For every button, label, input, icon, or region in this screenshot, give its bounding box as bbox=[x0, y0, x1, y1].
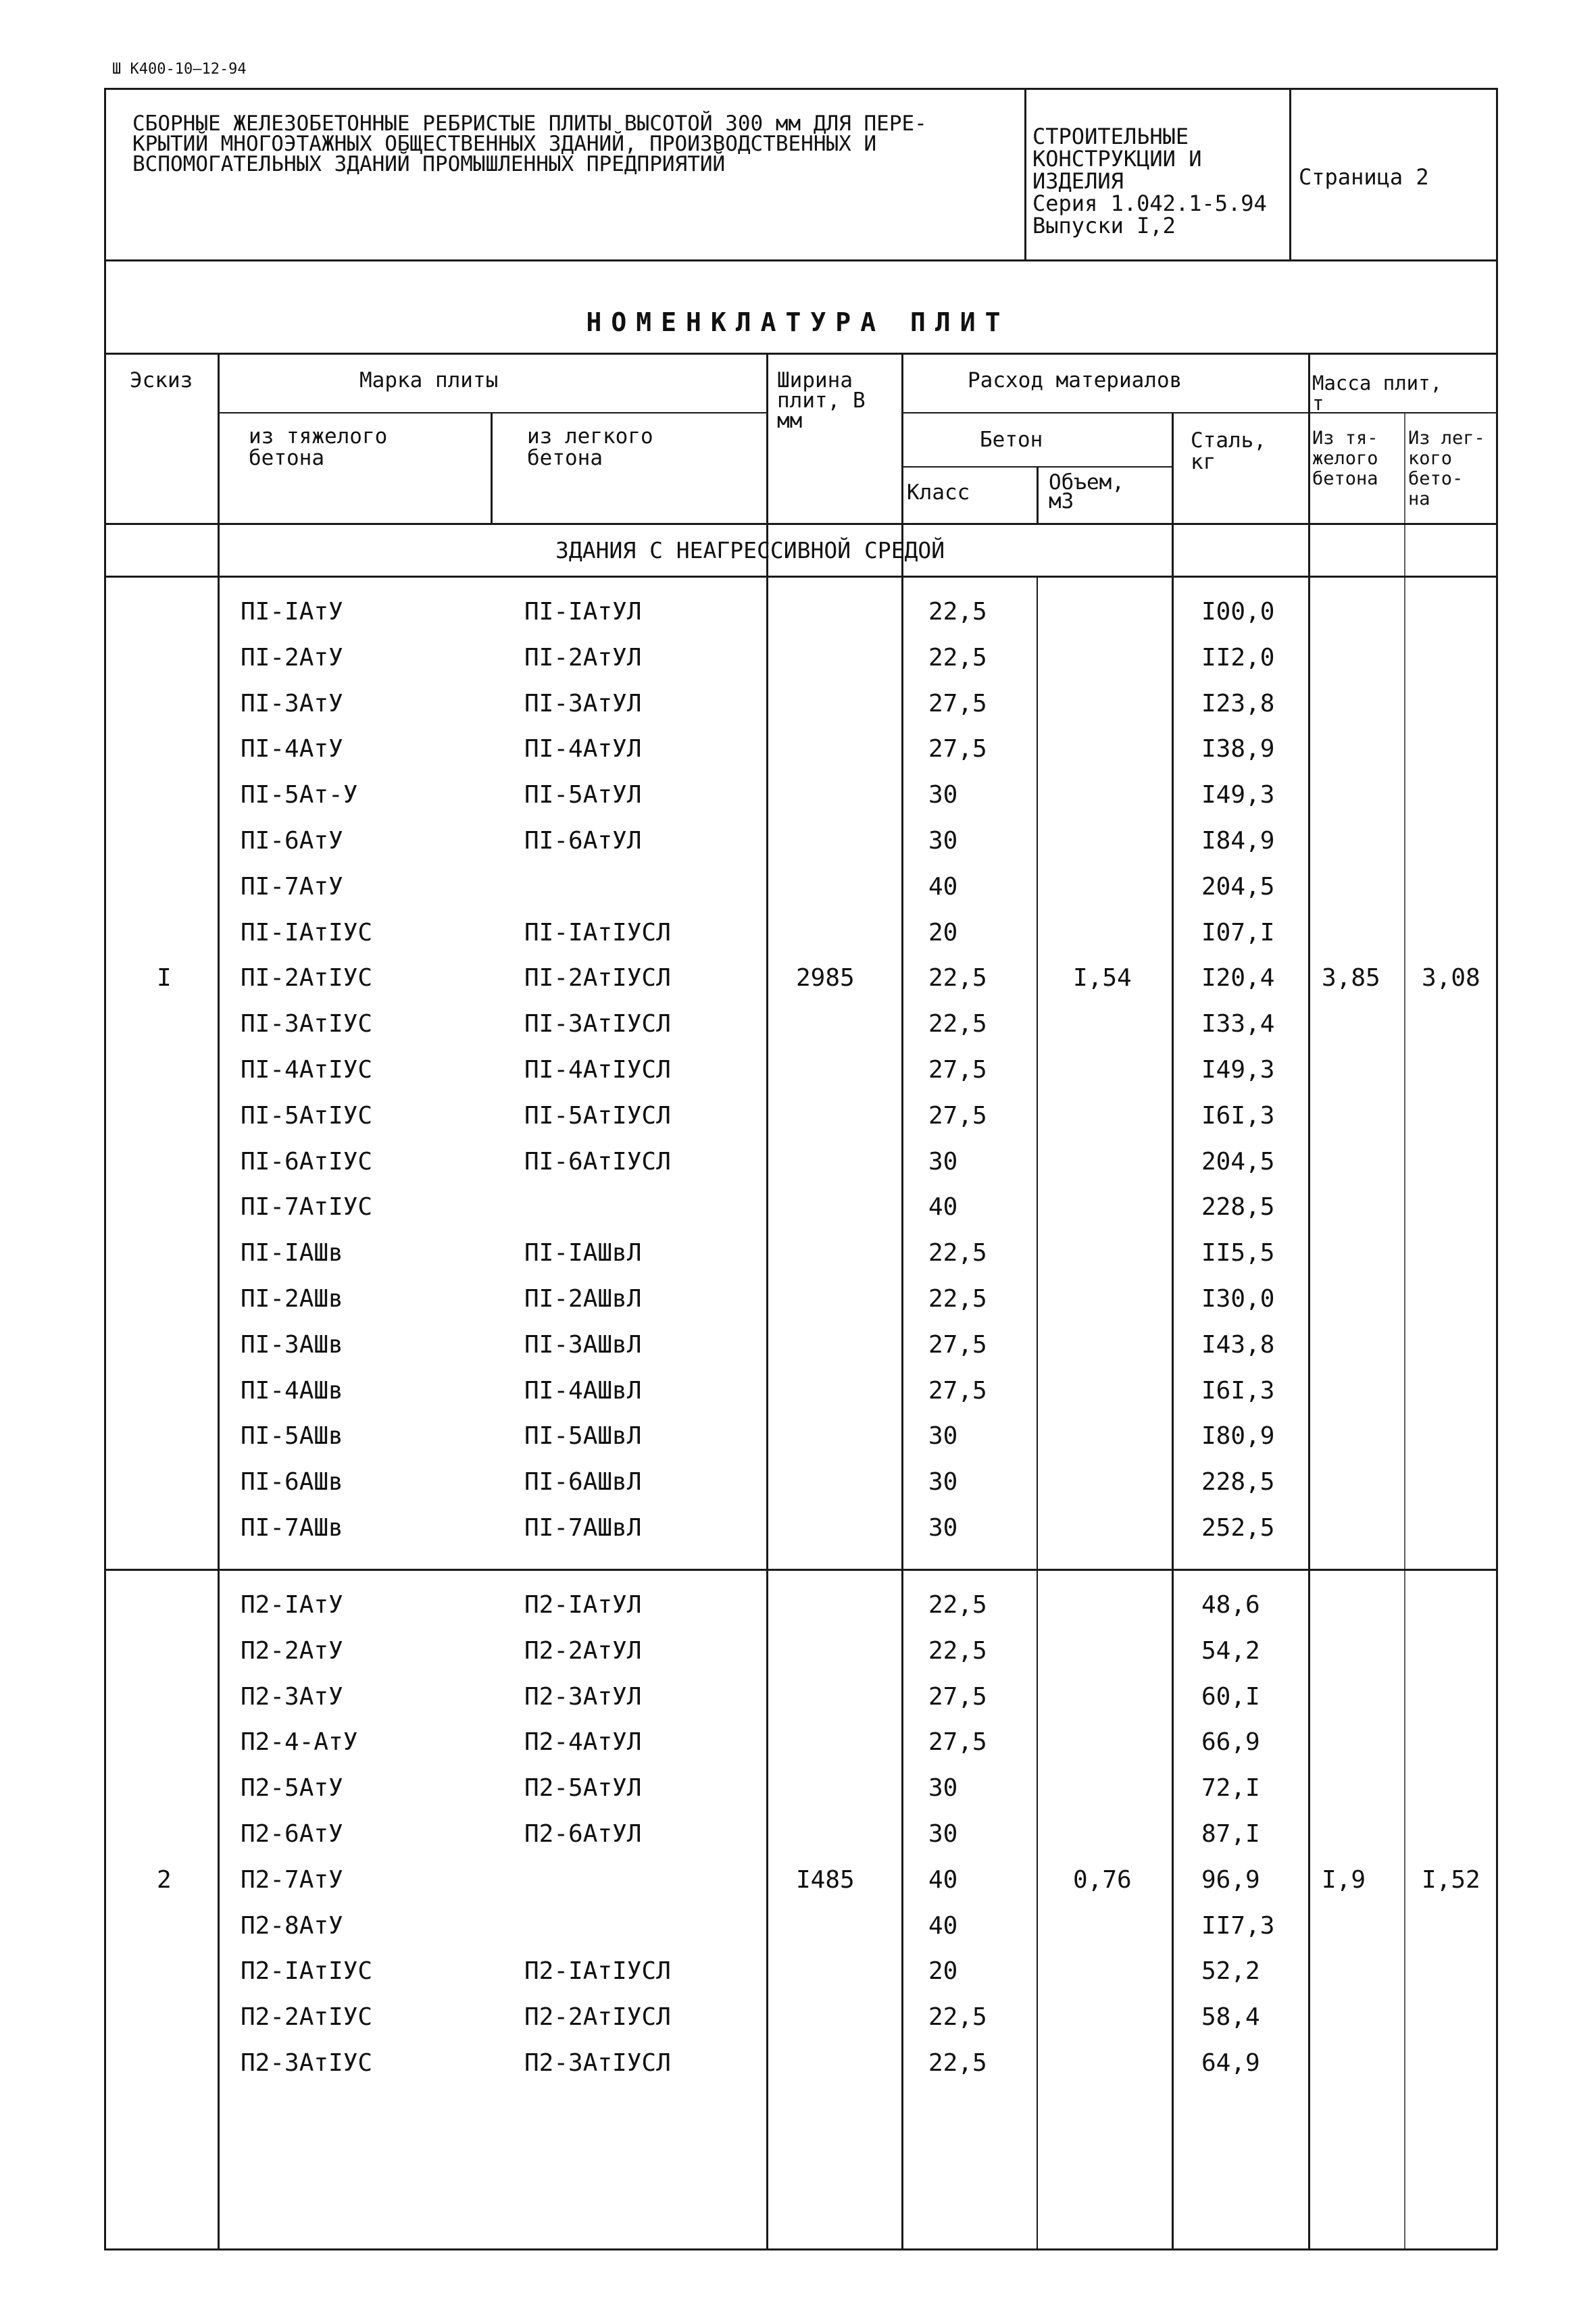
concrete-class-cell: 22,5 bbox=[928, 598, 987, 626]
hdr-mass: Масса плит, т bbox=[1312, 372, 1443, 415]
mark-heavy-cell: П2-6АтУ bbox=[241, 1820, 343, 1848]
mark-light-cell: ПI-2АтУЛ bbox=[524, 644, 642, 672]
mark-light-cell: ПI-4АШвЛ bbox=[524, 1377, 642, 1405]
steel-cell: I00,0 bbox=[1201, 598, 1275, 626]
mass-light-cell: 3,08 bbox=[1422, 964, 1480, 992]
hdr-steel: Сталь, кг bbox=[1191, 428, 1266, 474]
steel-cell: 72,I bbox=[1201, 1774, 1260, 1802]
concrete-class-cell: 30 bbox=[928, 1820, 958, 1848]
mark-heavy-cell: П2-3АтУ bbox=[241, 1683, 343, 1711]
concrete-class-cell: 40 bbox=[928, 1866, 958, 1894]
concrete-class-cell: 40 bbox=[928, 1912, 958, 1940]
steel-cell: I80,9 bbox=[1201, 1422, 1275, 1450]
mark-heavy-cell: ПI-4АШв bbox=[241, 1377, 343, 1405]
concrete-class-cell: 30 bbox=[928, 1422, 958, 1450]
mark-light-cell: П2-6АтУЛ bbox=[524, 1820, 642, 1848]
hdr-concrete-volume: Объем, м3 bbox=[1049, 470, 1124, 513]
steel-cell: I6I,3 bbox=[1201, 1102, 1275, 1130]
mark-heavy-cell: ПI-7АтIУС bbox=[241, 1193, 373, 1221]
page-number: Страница 2 bbox=[1299, 164, 1429, 190]
steel-cell: II7,3 bbox=[1201, 1912, 1275, 1940]
mark-light-cell: ПI-3АтУЛ bbox=[524, 690, 642, 718]
steel-cell: I49,3 bbox=[1201, 781, 1275, 809]
steel-cell: I38,9 bbox=[1201, 735, 1275, 763]
mark-light-cell: П2-2АтУЛ bbox=[524, 1637, 642, 1665]
mark-heavy-cell: ПI-2АтУ bbox=[241, 644, 343, 672]
hdr-line-materials bbox=[901, 412, 1308, 413]
mark-heavy-cell: ПI-3АШв bbox=[241, 1331, 343, 1359]
concrete-class-cell: 22,5 bbox=[928, 2003, 987, 2031]
steel-cell: 66,9 bbox=[1201, 1728, 1260, 1756]
concrete-class-cell: 20 bbox=[928, 1957, 958, 1985]
steel-cell: 228,5 bbox=[1201, 1468, 1275, 1496]
concrete-class-cell: 27,5 bbox=[928, 1331, 987, 1359]
steel-cell: I6I,3 bbox=[1201, 1377, 1275, 1405]
concrete-class-cell: 30 bbox=[928, 1148, 958, 1176]
mark-light-cell: ПI-5АШвЛ bbox=[524, 1422, 642, 1450]
mark-heavy-cell: П2-2АтУ bbox=[241, 1637, 343, 1665]
steel-cell: 60,I bbox=[1201, 1683, 1260, 1711]
stamp-bottom-border bbox=[104, 259, 1497, 261]
mark-heavy-cell: ПI-IАтУ bbox=[241, 598, 343, 626]
steel-cell: 204,5 bbox=[1201, 873, 1275, 901]
hdr-mark-heavy: из тяжелого бетона bbox=[249, 424, 388, 470]
mark-heavy-cell: ПI-3АтIУС bbox=[241, 1010, 373, 1038]
mark-heavy-cell: ПI-6АтIУС bbox=[241, 1148, 373, 1176]
col-line-7 bbox=[1308, 353, 1310, 2248]
mark-heavy-cell: ПI-2АтIУС bbox=[241, 964, 373, 992]
concrete-class-cell: 27,5 bbox=[928, 735, 987, 763]
col-line-4 bbox=[901, 353, 903, 2248]
hdr-mark-light: из легкого бетона bbox=[527, 424, 653, 470]
concrete-class-cell: 20 bbox=[928, 919, 958, 947]
width-cell: 2985 bbox=[796, 964, 855, 992]
steel-cell: 54,2 bbox=[1201, 1637, 1260, 1665]
sketch-cell: I bbox=[157, 964, 172, 992]
col-line-5 bbox=[1037, 466, 1039, 524]
col-line-5b bbox=[1037, 577, 1038, 2248]
concrete-class-cell: 30 bbox=[928, 1514, 958, 1542]
table-title: НОМЕНКЛАТУРА ПЛИТ bbox=[586, 307, 1010, 337]
mark-heavy-cell: ПI-3АтУ bbox=[241, 690, 343, 718]
steel-cell: I33,4 bbox=[1201, 1010, 1275, 1038]
concrete-class-cell: 22,5 bbox=[928, 1285, 987, 1313]
mark-light-cell: П2-3АтIУСЛ bbox=[524, 2049, 671, 2077]
steel-cell: 64,9 bbox=[1201, 2049, 1260, 2077]
mark-light-cell: ПI-5АтIУСЛ bbox=[524, 1102, 671, 1130]
document-title: СБОРНЫЕ ЖЕЛЕЗОБЕТОННЫЕ РЕБРИСТЫЕ ПЛИТЫ ВЫСОТОЙ 300 мм ДЛЯ ПЕРЕ- КРЫТИЙ МНОГОЭТАЖНЫХ ОБЩЕСТВЕННЫХ ЗДАНИЙ, ПРОИЗВОДСТВЕННЫХ И ВСПОМОГАТЕЛЬНЫХ ЗДАНИЙ ПРОМЫШЛЕННЫХ ПРЕДПРИЯТИЙ bbox=[132, 111, 927, 176]
hdr-concrete-class: Класс bbox=[907, 480, 970, 505]
mark-heavy-cell: П2-IАтУ bbox=[241, 1591, 343, 1619]
mark-light-cell: ПI-3АШвЛ bbox=[524, 1331, 642, 1359]
hdr-materials: Расход материалов bbox=[968, 368, 1182, 393]
col-line-1 bbox=[218, 353, 220, 2248]
mark-light-cell: ПI-4АтIУСЛ bbox=[524, 1056, 671, 1084]
steel-cell: I20,4 bbox=[1201, 964, 1275, 992]
steel-cell: 204,5 bbox=[1201, 1148, 1275, 1176]
mark-light-cell: ПI-4АтУЛ bbox=[524, 735, 642, 763]
mass-light-cell: I,52 bbox=[1422, 1866, 1480, 1894]
frame-left-border bbox=[104, 88, 106, 2250]
mark-light-cell: ПI-6АШвЛ bbox=[524, 1468, 642, 1496]
steel-cell: 252,5 bbox=[1201, 1514, 1275, 1542]
hdr-sketch: Эскиз bbox=[130, 368, 193, 393]
hdr-mass-light: Из лег- кого бето- на bbox=[1408, 428, 1485, 509]
mark-heavy-cell: ПI-5Ат-У bbox=[241, 781, 358, 809]
concrete-class-cell: 22,5 bbox=[928, 1591, 987, 1619]
concrete-class-cell: 30 bbox=[928, 1774, 958, 1802]
col-line-8 bbox=[1404, 412, 1405, 2248]
col-line-3 bbox=[766, 353, 768, 2248]
section-bottom-border bbox=[104, 576, 1497, 578]
mark-light-cell: ПI-2АШвЛ bbox=[524, 1285, 642, 1313]
steel-cell: 228,5 bbox=[1201, 1193, 1275, 1221]
concrete-class-cell: 22,5 bbox=[928, 1637, 987, 1665]
steel-cell: 52,2 bbox=[1201, 1957, 1260, 1985]
mark-heavy-cell: ПI-IАШв bbox=[241, 1239, 343, 1267]
steel-cell: 96,9 bbox=[1201, 1866, 1260, 1894]
section-title: ЗДАНИЯ С НЕАГРЕССИВНОЙ СРЕДОЙ bbox=[555, 537, 945, 563]
mark-light-cell: ПI-IАтIУСЛ bbox=[524, 919, 671, 947]
steel-cell: I84,9 bbox=[1201, 827, 1275, 855]
concrete-class-cell: 40 bbox=[928, 1193, 958, 1221]
mark-light-cell: ПI-6АтIУСЛ bbox=[524, 1148, 671, 1176]
mark-heavy-cell: ПI-2АШв bbox=[241, 1285, 343, 1313]
concrete-class-cell: 30 bbox=[928, 1468, 958, 1496]
mark-light-cell: П2-4АтУЛ bbox=[524, 1728, 642, 1756]
mark-light-cell: П2-IАтIУСЛ bbox=[524, 1957, 671, 1985]
concrete-volume-cell: I,54 bbox=[1073, 964, 1132, 992]
mark-heavy-cell: ПI-7АтУ bbox=[241, 873, 343, 901]
steel-cell: 58,4 bbox=[1201, 2003, 1260, 2031]
concrete-class-cell: 22,5 bbox=[928, 2049, 987, 2077]
hdr-concrete: Бетон bbox=[980, 428, 1043, 452]
hdr-width: Ширина плит, В мм bbox=[777, 368, 866, 433]
concrete-class-cell: 22,5 bbox=[928, 1239, 987, 1267]
stamp-top-border bbox=[104, 88, 1497, 90]
stamp-divider-1 bbox=[1024, 88, 1026, 261]
mark-light-cell: П2-3АтУЛ bbox=[524, 1683, 642, 1711]
concrete-class-cell: 27,5 bbox=[928, 1683, 987, 1711]
width-cell: I485 bbox=[796, 1866, 855, 1894]
mark-heavy-cell: ПI-5АШв bbox=[241, 1422, 343, 1450]
concrete-class-cell: 27,5 bbox=[928, 1728, 987, 1756]
mark-heavy-cell: ПI-IАтIУС bbox=[241, 919, 373, 947]
steel-cell: 87,I bbox=[1201, 1820, 1260, 1848]
concrete-class-cell: 22,5 bbox=[928, 644, 987, 672]
concrete-class-cell: 27,5 bbox=[928, 1102, 987, 1130]
concrete-class-cell: 27,5 bbox=[928, 1056, 987, 1084]
header-top-border bbox=[104, 353, 1497, 355]
mass-heavy-cell: I,9 bbox=[1322, 1866, 1366, 1894]
concrete-class-cell: 22,5 bbox=[928, 1010, 987, 1038]
mark-light-cell: П2-2АтIУСЛ bbox=[524, 2003, 671, 2031]
frame-right-border bbox=[1496, 88, 1498, 2250]
mark-heavy-cell: П2-8АтУ bbox=[241, 1912, 343, 1940]
hdr-mass-heavy: Из тя- желого бетона bbox=[1312, 428, 1378, 489]
mark-heavy-cell: ПI-7АШв bbox=[241, 1514, 343, 1542]
mark-light-cell: ПI-2АтIУСЛ bbox=[524, 964, 671, 992]
mark-heavy-cell: ПI-4АтУ bbox=[241, 735, 343, 763]
steel-cell: II2,0 bbox=[1201, 644, 1275, 672]
steel-cell: II5,5 bbox=[1201, 1239, 1275, 1267]
steel-cell: I07,I bbox=[1201, 919, 1275, 947]
concrete-class-cell: 30 bbox=[928, 781, 958, 809]
steel-cell: I30,0 bbox=[1201, 1285, 1275, 1313]
mark-heavy-cell: П2-3АтIУС bbox=[241, 2049, 373, 2077]
hdr-mark: Марка плиты bbox=[359, 368, 499, 393]
mark-light-cell: ПI-IАтУЛ bbox=[524, 598, 642, 626]
sketch-cell: 2 bbox=[157, 1866, 172, 1894]
concrete-class-cell: 40 bbox=[928, 873, 958, 901]
mark-light-cell: ПI-5АтУЛ bbox=[524, 781, 642, 809]
steel-cell: 48,6 bbox=[1201, 1591, 1260, 1619]
mark-heavy-cell: ПI-5АтIУС bbox=[241, 1102, 373, 1130]
mark-light-cell: ПI-IАШвЛ bbox=[524, 1239, 642, 1267]
mass-heavy-cell: 3,85 bbox=[1322, 964, 1380, 992]
table-bottom-border bbox=[104, 2248, 1497, 2250]
mark-light-cell: П2-5АтУЛ bbox=[524, 1774, 642, 1802]
header-bottom-border bbox=[104, 523, 1497, 525]
series-info: СТРОИТЕЛЬНЫЕ КОНСТРУКЦИИ И ИЗДЕЛИЯ Серия 1.042.1-5.94 Выпуски I,2 bbox=[1032, 124, 1267, 238]
mark-light-cell: ПI-7АШвЛ bbox=[524, 1514, 642, 1542]
document-code: Ш К400-10—12-94 bbox=[112, 61, 247, 78]
mark-heavy-cell: ПI-6АШв bbox=[241, 1468, 343, 1496]
mark-heavy-cell: П2-2АтIУС bbox=[241, 2003, 373, 2031]
mark-heavy-cell: П2-7АтУ bbox=[241, 1866, 343, 1894]
mark-light-cell: ПI-6АтУЛ bbox=[524, 827, 642, 855]
hdr-line-mark bbox=[219, 412, 766, 413]
col-line-2 bbox=[491, 412, 493, 524]
mark-heavy-cell: П2-4-АтУ bbox=[241, 1728, 358, 1756]
mark-light-cell: ПI-3АтIУСЛ bbox=[524, 1010, 671, 1038]
concrete-class-cell: 30 bbox=[928, 827, 958, 855]
group-divider bbox=[104, 1569, 1497, 1571]
mark-heavy-cell: П2-5АтУ bbox=[241, 1774, 343, 1802]
stamp-divider-2 bbox=[1289, 88, 1291, 261]
concrete-class-cell: 27,5 bbox=[928, 1377, 987, 1405]
concrete-class-cell: 22,5 bbox=[928, 964, 987, 992]
col-line-6 bbox=[1172, 412, 1174, 2248]
steel-cell: I49,3 bbox=[1201, 1056, 1275, 1084]
mark-heavy-cell: П2-IАтIУС bbox=[241, 1957, 373, 1985]
concrete-volume-cell: 0,76 bbox=[1073, 1866, 1132, 1894]
mark-light-cell: П2-IАтУЛ bbox=[524, 1591, 642, 1619]
mark-heavy-cell: ПI-6АтУ bbox=[241, 827, 343, 855]
steel-cell: I23,8 bbox=[1201, 690, 1275, 718]
concrete-class-cell: 27,5 bbox=[928, 690, 987, 718]
steel-cell: I43,8 bbox=[1201, 1331, 1275, 1359]
mark-heavy-cell: ПI-4АтIУС bbox=[241, 1056, 373, 1084]
